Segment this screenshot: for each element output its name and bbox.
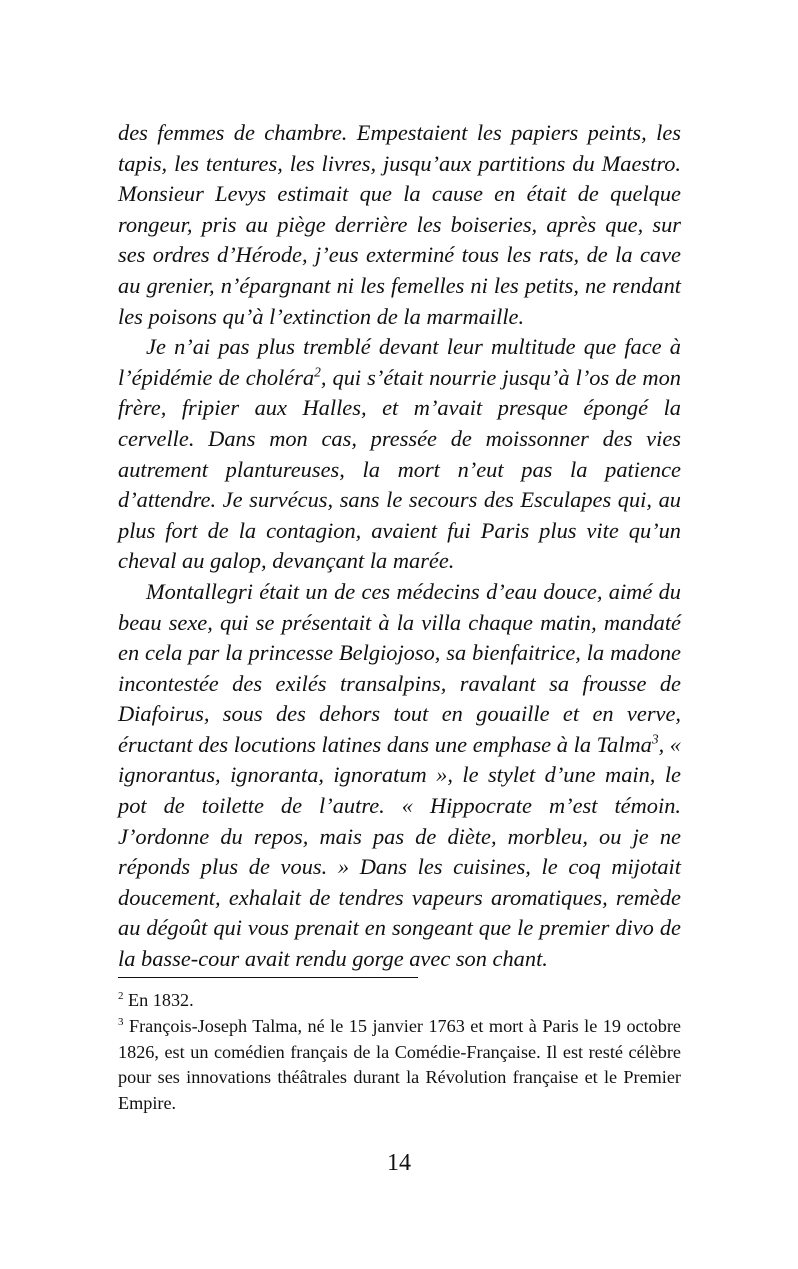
footnote-ref-2[interactable]: 2 [314,364,321,380]
paragraph-2-text-end: , qui s’était nourrie jusqu’à l’os de mon frère, fripier aux Halles, et m’avait presque épongé la cervelle. Dans mon cas, pressée de moissonner des vies autrement plantureuses, la mort n’eut pas la patience d’attendre. Je survécus, sans le secours des Esculapes qui, au plus fort de la contagion, avaient fui Paris plus vite qu’un cheval au galop, devançant la marée. [118,364,681,574]
paragraph-2-text-start: Je n’ai pas plus tremblé devant leur multitude que face à l’épidémie de choléra [118,334,681,390]
page-number: 14 [387,1150,411,1176]
footnote-number: 2 [118,989,124,1002]
paragraph-3 [118,577,681,975]
footnote-number: 3 [118,1015,124,1028]
footnote-2 [118,988,681,1014]
footnote-3 [118,1014,681,1117]
paragraph-3-text-end: , « ignorantus, ignoranta, ignoratum », le stylet d’une main, le pot de toilette de l’autre. « Hippocrate m’est témoin. J’ordonne du repos, mais pas de diète, morbleu, ou je ne réponds plus de vous. » Dans les cuisines, le coq mijotait doucement, exhalait de tendres vapeurs aromatiques, remède au dégoût qui vous prenait en songeant que le premier divo de la basse-cour avait rendu gorge avec son chant. [118,731,682,972]
footnote-separator [118,977,418,978]
footnote-ref-3[interactable]: 3 [651,731,659,747]
footnote-text: En 1832. [128,990,194,1010]
footnote-text: François-Joseph Talma, né le 15 janvier 1763 et mort à Paris le 19 octobre 1826, est un comédien français de la Comédie-Française. Il est resté célèbre pour ses innovations théâtrales durant la Révolution française et le Premier Empire. [118,1015,682,1114]
paragraph-1 [118,118,681,332]
paragraph-3-text-start: Montallegri était un de ces médecins d’eau douce, aimé du beau sexe, qui se présentait à la villa chaque matin, mandaté en cela par la princesse Belgiojoso, sa bienfaitrice, la madone incontestée des exilés transalpins, ravalant sa frousse de Diafoirus, sous des dehors tout en gouaille et en verve, éructant des locutions latines dans une emphase à la Talma [118,578,681,757]
main-text [118,118,681,975]
paragraph-1-text: des femmes de chambre. Empestaient les papiers peints, les tapis, les tentures, les livres, jusqu’aux partitions du Maestro. Monsieur Levys estimait que la cause en était de quelque rongeur, pris au piège derrière les boiseries, après que, sur ses ordres d’Hérode, j’eus exterminé tous les rats, de la cave au grenier, n’épargnant ni les femelles ni les petits, ne rendant les poisons qu’à l’extinction de la marmaille. [118,120,681,329]
page-body [118,118,681,975]
footnotes [118,988,681,1117]
paragraph-2 [118,332,681,577]
